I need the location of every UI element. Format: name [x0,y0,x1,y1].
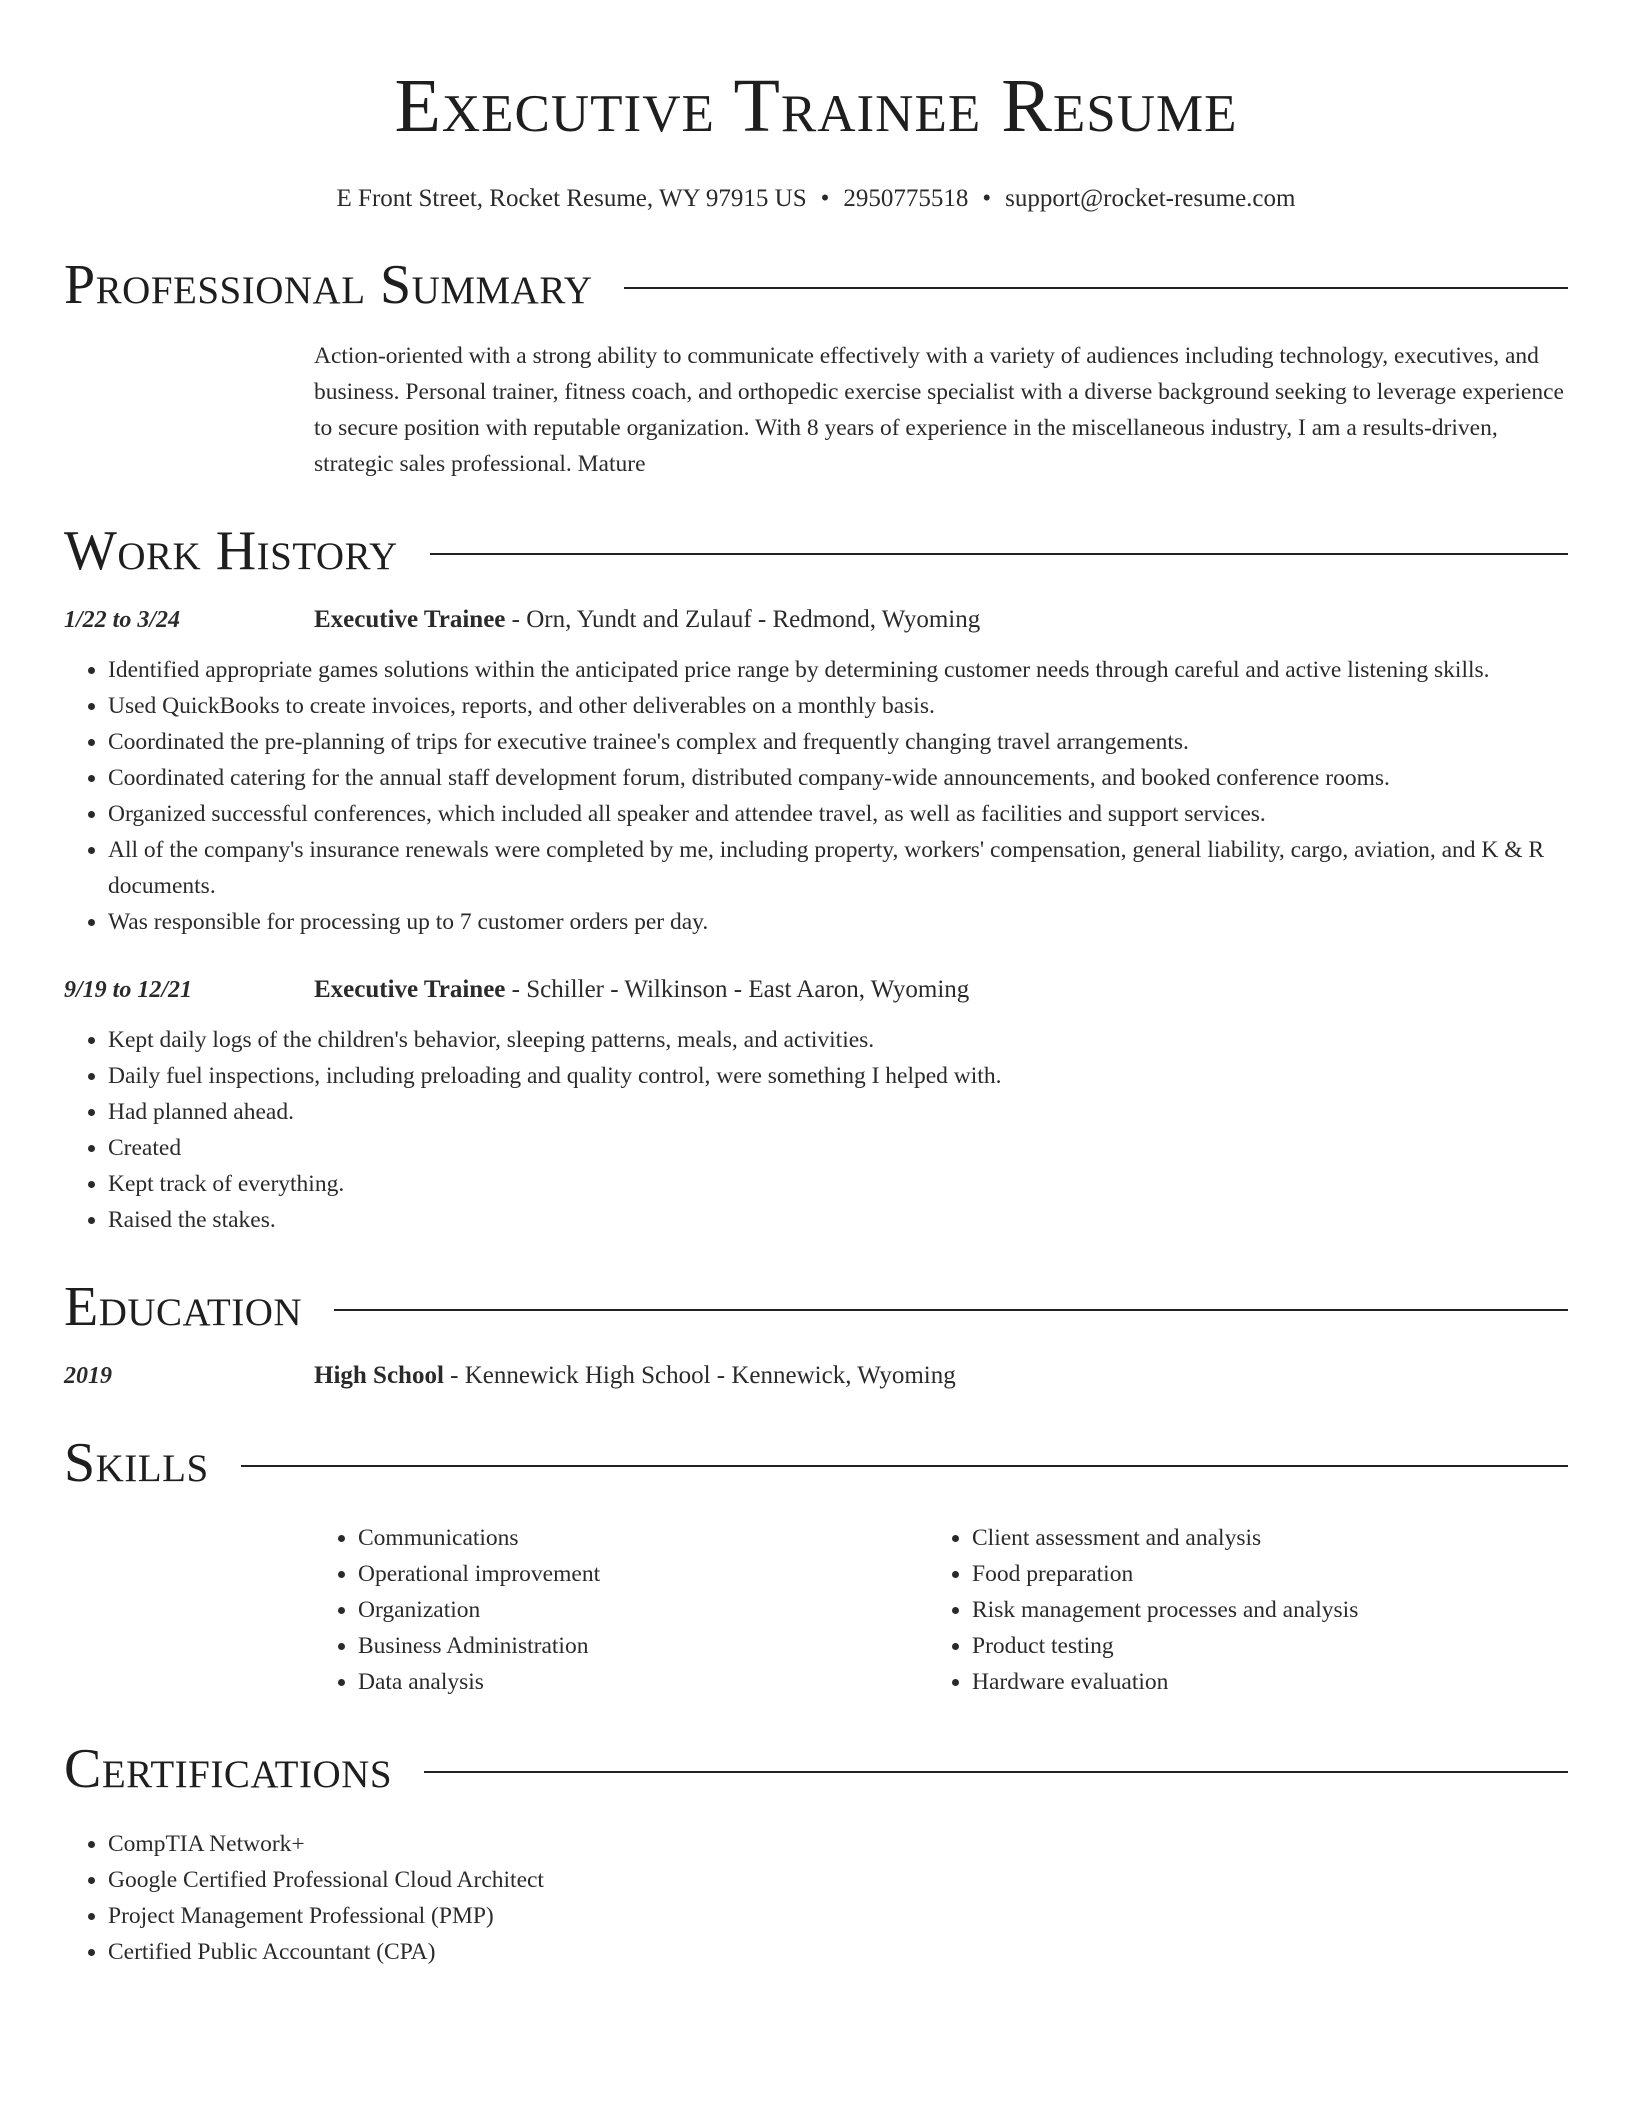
work-heading: Work History [64,520,398,582]
skill-item: • Risk management processes and analysis [972,1592,1542,1628]
section-divider [241,1465,1568,1467]
job-bullets [64,1022,1568,1238]
education-school: - Kennewick High School - Kennewick, Wyoming [443,1362,956,1389]
job-employer: - Schiller - Wilkinson - East Aaron, Wyoming [505,976,970,1003]
contact-line [64,182,1568,216]
education-section-header [64,1276,1568,1338]
skill-item: • Operational improvement [358,1556,928,1592]
section-divider [424,1771,1568,1773]
skill-item: • Hardware evaluation [972,1664,1542,1700]
job-bullet: • Daily fuel inspections, including preloading and quality control, were something I helped with. [108,1058,1568,1094]
certifications-list [64,1826,1568,1970]
contact-address: E Front Street, Rocket Resume, WY 97915 US [336,185,807,212]
summary-section-header [64,254,1568,316]
certifications-heading: Certifications [64,1738,393,1800]
job-title: Executive Trainee [314,606,506,633]
skills-section-header [64,1432,1568,1494]
section-divider [430,553,1568,555]
contact-email: support@rocket-resume.com [1005,185,1296,212]
job-bullet: • Was responsible for processing up to 7 customer orders per day. [108,904,1568,940]
education-heading: Education [64,1276,303,1338]
job-bullet: • Had planned ahead. [108,1094,1568,1130]
skill-item: • Business Administration [358,1628,928,1664]
job-bullet: • Used QuickBooks to create invoices, reports, and other deliverables on a monthly basis. [108,688,1568,724]
skills-column-left [314,1520,928,1700]
job-bullet: • All of the company's insurance renewals were completed by me, including property, workers' compensation, general liability, cargo, aviation, and K & R documents. [108,832,1568,904]
skill-item: • Product testing [972,1628,1542,1664]
job-bullet: • Identified appropriate games solutions within the anticipated price range by determining customer needs through careful and active listening skills. [108,652,1568,688]
certification-item: • Project Management Professional (PMP) [108,1898,1568,1934]
skill-item: • Organization [358,1592,928,1628]
skill-item: • Client assessment and analysis [972,1520,1542,1556]
job-title-line [314,972,969,1008]
contact-separator: • [982,185,992,212]
job-bullet: • Coordinated the pre-planning of trips for executive trainee's complex and frequently changing travel arrangements. [108,724,1568,760]
job-title: Executive Trainee [314,976,506,1003]
job-bullet: • Kept daily logs of the children's behavior, sleeping patterns, meals, and activities. [108,1022,1568,1058]
certification-item: • Google Certified Professional Cloud Architect [108,1862,1568,1898]
skills-heading: Skills [64,1432,209,1494]
skills-column-right [928,1520,1542,1700]
job-bullet: • Kept track of everything. [108,1166,1568,1202]
skill-item: • Food preparation [972,1556,1542,1592]
work-section-header [64,520,1568,582]
job-bullet: • Coordinated catering for the annual staff development forum, distributed company-wide announcements, and booked conference rooms. [108,760,1568,796]
skill-item: • Communications [358,1520,928,1556]
education-entry [64,1358,1568,1394]
certifications-section-header [64,1738,1568,1800]
job-header [64,602,1568,638]
education-title-line [314,1358,956,1394]
job-entry [64,972,1568,1238]
job-bullet: • Created [108,1130,1568,1166]
skills-list [314,1520,1568,1700]
summary-text: Action-oriented with a strong ability to communicate effectively with a variety of audiences including technology, executives, and business. Personal trainer, fitness coach, and orthopedic exercise specialist with a diverse background seeking to leverage experience to secure position with reputable organization. With 8 years of experience in the miscellaneous industry, I am a results-driven, strategic sales professional. Mature [314,343,1564,477]
job-bullets [64,652,1568,940]
job-bullet: • Organized successful conferences, which included all speaker and attendee travel, as well as facilities and support services. [108,796,1568,832]
job-header [64,972,1568,1008]
certification-item: • Certified Public Accountant (CPA) [108,1934,1568,1970]
section-divider [624,287,1568,289]
job-dates: 9/19 to 12/21 [64,977,193,1003]
contact-separator: • [820,185,830,212]
section-divider [334,1309,1568,1311]
job-entry [64,602,1568,940]
job-title-line [314,602,980,638]
education-year: 2019 [64,1363,112,1389]
skill-item: • Data analysis [358,1664,928,1700]
job-dates: 1/22 to 3/24 [64,607,181,633]
certification-item: • CompTIA Network+ [108,1826,1568,1862]
job-bullet: • Raised the stakes. [108,1202,1568,1238]
education-degree: High School [314,1362,444,1389]
resume-title: Executive Trainee Resume [394,64,1238,148]
summary-heading: Professional Summary [64,254,593,316]
job-employer: - Orn, Yundt and Zulauf - Redmond, Wyoming [505,606,981,633]
certifications-block [64,1826,1568,1970]
contact-phone: 2950775518 [843,185,969,212]
